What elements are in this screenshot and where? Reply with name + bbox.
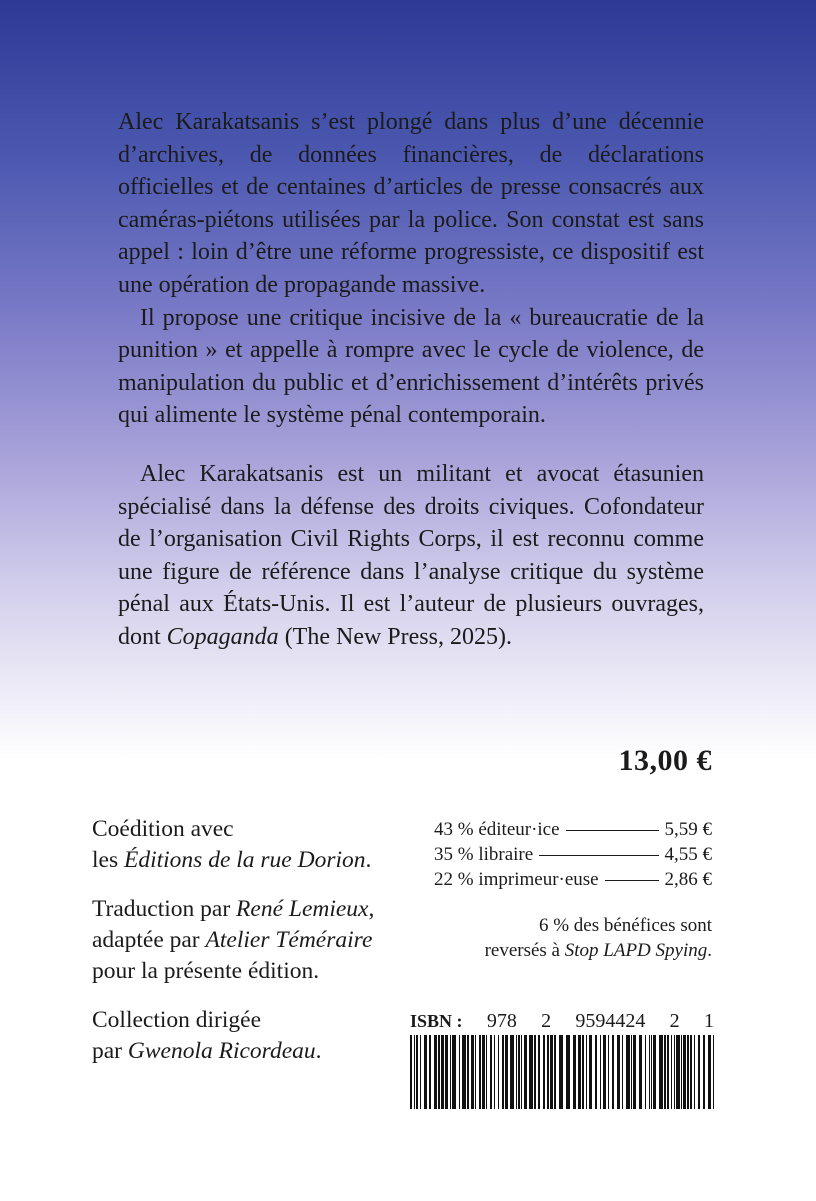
barcode-bar (690, 1035, 692, 1109)
barcode-bar (573, 1035, 576, 1109)
coedition-suffix: . (365, 847, 372, 873)
barcode-bar (429, 1035, 431, 1109)
barcode-bar (694, 1035, 695, 1109)
benefits-organization: Stop LAPD Spying (564, 940, 708, 961)
breakdown-label: 35 % libraire (434, 844, 534, 865)
barcode-bar (475, 1035, 476, 1109)
barcode-bar (424, 1035, 427, 1109)
coedition-credit (92, 814, 412, 876)
barcode-bar (617, 1035, 620, 1109)
adapter-name: Atelier Téméraire (205, 927, 373, 953)
barcode-bar (649, 1035, 650, 1109)
barcode-bar (452, 1035, 456, 1109)
barcode-bar (518, 1035, 520, 1109)
barcode-bar (674, 1035, 675, 1109)
barcode-bar (510, 1035, 514, 1109)
translation-suffix: , (368, 896, 375, 922)
breakdown-amount: 4,55 € (664, 844, 712, 865)
barcode-bar (681, 1035, 682, 1109)
isbn-colon: : (456, 1011, 463, 1031)
barcode-bar (502, 1035, 504, 1109)
barcode-bar (445, 1035, 448, 1109)
barcode-bar (538, 1035, 540, 1109)
isbn-text: ISBN (410, 1011, 453, 1031)
translator-name: René Lemieux (236, 896, 369, 922)
benefits-line: 6 % des bénéfices sont (538, 915, 712, 936)
barcode-bar (653, 1035, 656, 1109)
benefits-prefix: reversés à (484, 940, 565, 961)
author-bio (118, 458, 704, 654)
book-title: Copaganda (166, 623, 279, 650)
isbn-group: 2 (541, 1010, 552, 1032)
isbn-barcode (410, 1035, 714, 1109)
barcode-bar (547, 1035, 549, 1109)
breakdown-leader-line (566, 830, 659, 831)
barcode-bar (467, 1035, 469, 1109)
breakdown-amount: 2,86 € (664, 869, 712, 890)
barcode-bar (459, 1035, 460, 1109)
barcode-bar (529, 1035, 533, 1109)
barcode-bar (703, 1035, 705, 1109)
isbn-group: 2 (669, 1010, 680, 1032)
breakdown-amount: 5,59 € (664, 819, 712, 840)
barcode-bar (450, 1035, 451, 1109)
translation-credit (92, 894, 412, 987)
isbn-word (410, 1010, 463, 1032)
price-label: 13,00 € (618, 744, 712, 777)
barcode-bar (589, 1035, 592, 1109)
barcode-bar (612, 1035, 614, 1109)
director-name: Gwenola Ricordeau (127, 1038, 316, 1064)
barcode-bar (554, 1035, 556, 1109)
barcode-bar (622, 1035, 623, 1109)
summary-paragraph-2: Il propose une critique incisive de la « bureaucratie de la punition » et appelle à rompre avec le cycle de violence, de manipulation du public et d’enrichissement d’intérêts privés qui alimente le système pénal contemporain. (118, 304, 704, 429)
barcode-bar (441, 1035, 444, 1109)
barcode-bar (626, 1035, 630, 1109)
adaptation-prefix: adaptée par (92, 927, 206, 953)
barcode-bar (667, 1035, 669, 1109)
collection-line: Collection dirigée (92, 1007, 262, 1033)
barcode-bar (482, 1035, 485, 1109)
barcode-bar (490, 1035, 492, 1109)
price-breakdown-row (434, 817, 712, 842)
barcode-bar (462, 1035, 466, 1109)
barcode-bar (578, 1035, 581, 1109)
barcode-bar (633, 1035, 636, 1109)
bio-text-end: (The New Press, 2025). (278, 623, 512, 650)
barcode-bar (671, 1035, 672, 1109)
barcode-bar (498, 1035, 499, 1109)
collection-suffix: . (315, 1038, 322, 1064)
breakdown-label: 22 % imprimeur·euse (434, 869, 599, 890)
coedition-prefix: les (92, 847, 124, 873)
barcode-bar (543, 1035, 545, 1109)
barcode-bar (600, 1035, 601, 1109)
barcode-bar (559, 1035, 563, 1109)
barcode-bar (651, 1035, 652, 1109)
barcode-bar (516, 1035, 517, 1109)
benefits-note (412, 913, 712, 963)
barcode-bar (608, 1035, 609, 1109)
barcode-bar (471, 1035, 474, 1109)
price-breakdown-row (434, 867, 712, 892)
barcode-bar (582, 1035, 584, 1109)
summary-block (118, 106, 704, 432)
summary-paragraph-1: Alec Karakatsanis s’est plongé dans plus d’une décennie d’archives, de données financières, de déclarations officielles et de centaines d’articles de presse consacrés aux caméras-piétons utilisées par la police. Son constat est sans appel : loin d’être une réforme progressiste, ce dispositif est une opération de propagande massive. (118, 109, 704, 298)
barcode-bar (683, 1035, 686, 1109)
barcode-bar (645, 1035, 646, 1109)
translation-prefix: Traduction par (92, 896, 237, 922)
barcode-bar (708, 1035, 711, 1109)
barcode-bar (534, 1035, 536, 1109)
adaptation-line: pour la présente édition. (92, 958, 320, 984)
barcode-bar (639, 1035, 642, 1109)
isbn-group: 1 (703, 1010, 714, 1032)
barcode-bar (664, 1035, 666, 1109)
barcode-bar (410, 1035, 412, 1109)
breakdown-leader-line (539, 855, 658, 856)
price-breakdown-row (434, 842, 712, 867)
barcode-bar (438, 1035, 440, 1109)
credits-block (92, 814, 412, 1085)
barcode-bar (698, 1035, 700, 1109)
barcode-bar (494, 1035, 495, 1109)
barcode-bar (521, 1035, 522, 1109)
barcode-bar (713, 1035, 714, 1109)
coedition-line: Coédition avec (92, 816, 234, 842)
barcode-bar (687, 1035, 689, 1109)
breakdown-label: 43 % éditeur·ice (434, 819, 560, 840)
barcode-bar (631, 1035, 632, 1109)
coedition-publisher: Éditions de la rue Dorion (123, 847, 366, 873)
barcode-bar (566, 1035, 570, 1109)
barcode-bar (414, 1035, 415, 1109)
barcode-bar (659, 1035, 663, 1109)
barcode-bar (479, 1035, 481, 1109)
bio-text: Alec Karakatsanis est un militant et avocat étasunien spécialisé dans la défense des droits civiques. Cofondateur de l’organisation Civil Rights Corps, il est reconnu comme une figure de référence dans l’analyse critique du système pénal aux États-Unis. Il est l’auteur de plusieurs ouvrages, dont (118, 461, 704, 650)
breakdown-leader-line (605, 880, 659, 881)
isbn-label (410, 1010, 714, 1032)
isbn-group: 9594424 (575, 1010, 646, 1032)
isbn-group: 978 (486, 1010, 517, 1032)
price-breakdown (434, 817, 712, 892)
barcode-bar (595, 1035, 597, 1109)
collection-prefix: par (92, 1038, 128, 1064)
barcode-bar (550, 1035, 553, 1109)
barcode-bar (586, 1035, 587, 1109)
barcode-bar (505, 1035, 508, 1109)
barcode-bar (434, 1035, 437, 1109)
collection-credit (92, 1005, 412, 1067)
benefits-suffix: . (707, 940, 712, 961)
barcode-bar (524, 1035, 527, 1109)
barcode-bar (416, 1035, 418, 1109)
barcode-bar (486, 1035, 487, 1109)
barcode-bar (603, 1035, 606, 1109)
barcode-bar (676, 1035, 680, 1109)
barcode-bar (420, 1035, 421, 1109)
